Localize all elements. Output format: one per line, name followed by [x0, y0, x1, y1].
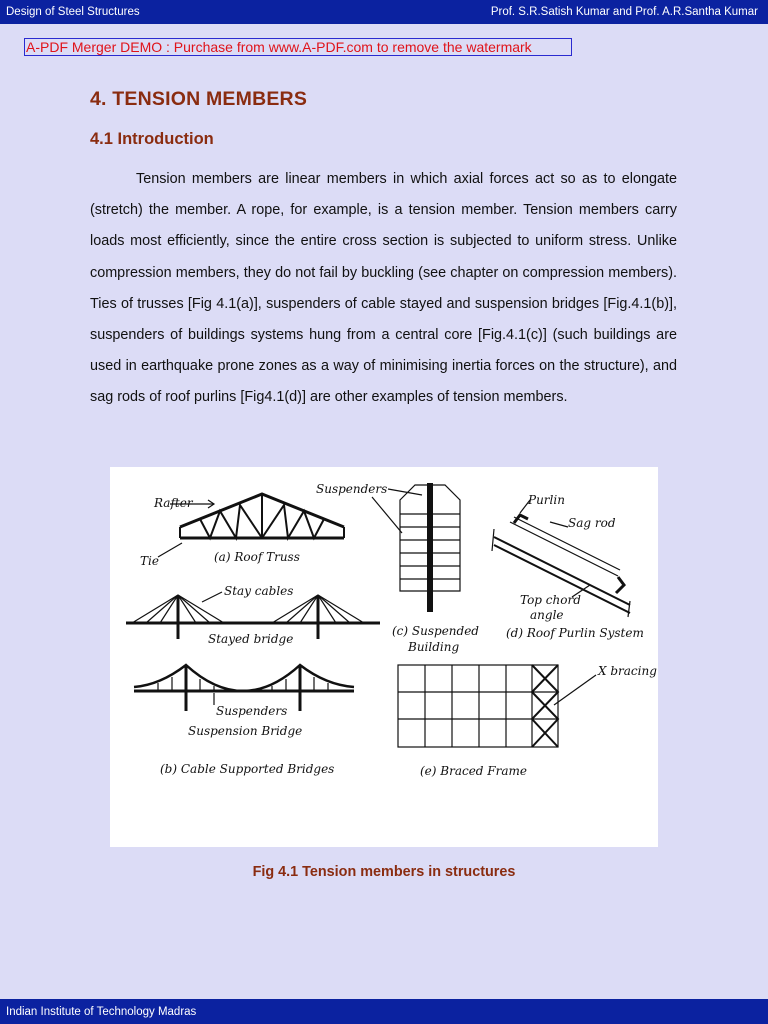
label-sag-rod: Sag rod [568, 516, 616, 530]
label-rafter: Rafter [154, 496, 193, 510]
label-suspenders-bridge: Suspenders [216, 704, 288, 718]
footer-institute: Indian Institute of Technology Madras [6, 1005, 197, 1018]
header-course-title: Design of Steel Structures [6, 6, 140, 18]
label-braced-frame: (e) Braced Frame [420, 764, 528, 778]
section-title: 4.1 Introduction [90, 130, 214, 148]
label-x-bracing: X bracing [598, 664, 657, 678]
label-suspended-building-1: (c) Suspended [392, 624, 479, 638]
footer-bar [0, 999, 768, 1024]
figure-tension-members [110, 467, 658, 847]
figure-drawing [110, 467, 658, 847]
label-cable-supported: (b) Cable Supported Bridges [160, 762, 335, 776]
label-purlin: Purlin [528, 493, 565, 507]
figure-caption: Fig 4.1 Tension members in structures [252, 864, 516, 880]
label-tie: Tie [140, 554, 159, 568]
suspended-building-drawing [372, 483, 460, 612]
label-stay-cables: Stay cables [224, 584, 294, 598]
label-roof-purlin-system: (d) Roof Purlin System [506, 626, 644, 640]
label-suspension-bridge: Suspension Bridge [188, 724, 303, 738]
label-stayed-bridge: Stayed bridge [208, 632, 294, 646]
header-authors: Prof. S.R.Satish Kumar and Prof. A.R.Santha Kumar [490, 6, 758, 18]
label-roof-truss: (a) Roof Truss [214, 550, 300, 564]
label-suspended-building-2: Building [408, 640, 460, 654]
chapter-title: 4. TENSION MEMBERS [90, 88, 308, 110]
braced-frame-drawing [398, 665, 596, 747]
header-bar [0, 0, 768, 24]
label-suspenders-top: Suspenders [316, 482, 388, 496]
intro-paragraph: Tension members are linear members in which axial forces act so as to elongate (stretch) the member. A rope, for example, is a tension member. Tension members carry loads most efficiently, since the entire cross section is subjected to uniform stress. Unlike compression members, they do not fail by buckling (see chapter on compression members). Ties of trusses [Fig 4.1(a)], suspenders of cable stayed and suspension bridges [Fig.4.1(b)], suspenders of buildings systems hung from a central core [Fig.4.1(c)] (such buildings are used in earthquake prone zones as a way of minimising inertia forces on the structure), and sag rods of roof purlins [Fig4.1(d)] are other examples of tension members. [90, 171, 677, 406]
label-top-chord-2: angle [530, 608, 564, 622]
label-top-chord-1: Top chord [520, 593, 581, 607]
watermark-link[interactable]: A-PDF Merger DEMO : Purchase from www.A-PDF.com to remove the watermark [24, 38, 572, 56]
